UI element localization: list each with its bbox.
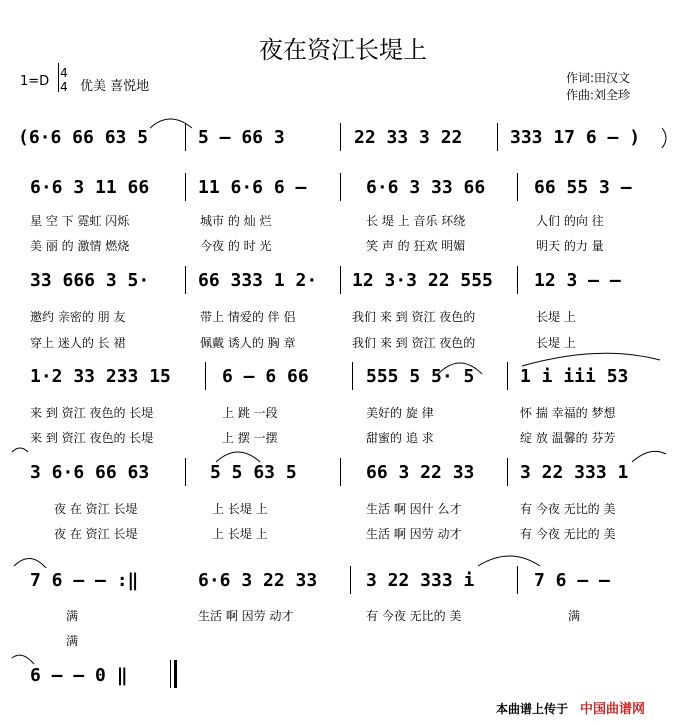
measure: 12 3 – – — [534, 270, 621, 291]
measure: 3 22 333 i — [366, 570, 475, 591]
lyricist: 作词:田汉文 — [566, 71, 631, 85]
slur — [522, 353, 660, 366]
slur — [14, 558, 46, 568]
lyric: 今夜 的 时 光 — [200, 239, 272, 253]
measure: (6·6 66 63 5 — [18, 127, 149, 148]
measure: 1 i iii 53 — [520, 366, 629, 387]
composer: 作曲:刘全珍 — [566, 88, 631, 102]
measure: 6·6 3 33 66 — [366, 177, 486, 198]
lyric: 明天 的力 量 — [536, 239, 604, 253]
measure: 12 3·3 22 555 — [352, 270, 493, 291]
final-bar-thin — [170, 660, 171, 688]
lyric: 我们 来 到 资江 夜色的 — [352, 336, 476, 350]
time-signature-top: 4 — [60, 66, 68, 80]
time-signature-bottom: 4 — [60, 80, 68, 94]
lyric: 满 — [66, 609, 79, 623]
measure: 3 22 333 1 — [520, 462, 629, 483]
measure: 6 – 6 66 — [222, 366, 309, 387]
lyric: 邀约 亲密的 朋 友 — [30, 310, 126, 324]
measure: 333 17 6 – ) — [510, 127, 641, 148]
measure: 33 666 3 5· — [30, 270, 150, 291]
lyric: 长 堤 上 音乐 环绕 — [366, 214, 466, 228]
site-logo[interactable]: 中国曲谱网 — [580, 702, 646, 717]
measure: 6·6 3 22 33 — [198, 570, 318, 591]
measure: 66 333 1 2· — [198, 270, 318, 291]
measure: 1·2 33 233 15 — [30, 366, 171, 387]
final-bar-thick — [174, 660, 177, 688]
lyric: 生活 啊 因劳 动才 — [366, 527, 462, 541]
lyric: 长堤 上 — [536, 336, 576, 350]
measure: 5 5 63 5 — [210, 462, 297, 483]
lyric: 有 今夜 无比的 美 — [366, 609, 462, 623]
lyric: 笑 声 的 狂欢 明媚 — [366, 239, 466, 253]
lyric: 生活 啊 因什 么才 — [366, 502, 462, 516]
measure: 6·6 3 11 66 — [30, 177, 150, 198]
lyric: 夜 在 资江 长堤 — [54, 502, 138, 516]
lyric: 上 摆 一摆 — [222, 431, 278, 445]
lyric: 生活 啊 因劳 动才 — [198, 609, 294, 623]
upload-note: 本曲谱上传于 — [496, 702, 569, 716]
lyric: 美好的 旋 律 — [366, 406, 434, 420]
slur — [438, 363, 482, 374]
slur — [478, 556, 540, 566]
measure: 7 6 – – :‖ — [30, 570, 139, 591]
tempo-marking: 优美 喜悦地 — [80, 79, 150, 94]
lyric: 上 长堤 上 — [212, 502, 268, 516]
paren — [662, 128, 666, 148]
measure: 11 6·6 6 – — [198, 177, 307, 198]
slur — [12, 655, 34, 664]
measure: 6 – – 0 ‖ — [30, 665, 128, 686]
measure: 66 55 3 – — [534, 177, 632, 198]
lyric: 人们 的向 往 — [536, 214, 604, 228]
lyric: 城市 的 灿 烂 — [200, 214, 272, 228]
lyric: 满 — [568, 609, 581, 623]
lyric: 长堤 上 — [536, 310, 576, 324]
song-title: 夜在资江长堤上 — [259, 36, 427, 64]
lyric: 穿上 迷人的 长 裙 — [30, 336, 126, 350]
lyric: 佩戴 诱人的 胸 章 — [200, 336, 296, 350]
lyric: 有 今夜 无比的 美 — [520, 527, 616, 541]
slur — [632, 451, 666, 462]
lyric: 怀 揣 幸福的 梦想 — [520, 406, 616, 420]
lyric: 来 到 资江 夜色的 长堤 — [30, 406, 154, 420]
lyric: 上 长堤 上 — [212, 527, 268, 541]
key-signature: 1=D — [20, 74, 50, 89]
measure: 22 33 3 22 — [354, 127, 463, 148]
lyric: 星 空 下 霓虹 闪烁 — [30, 214, 130, 228]
lyric: 夜 在 资江 长堤 — [54, 527, 138, 541]
lyric: 上 跳 一段 — [222, 406, 278, 420]
lyric: 满 — [66, 634, 79, 648]
slur — [150, 119, 192, 128]
measure: 66 3 22 33 — [366, 462, 475, 483]
measure: 3 6·6 66 63 — [30, 462, 150, 483]
measure: 7 6 – – — [534, 570, 610, 591]
lyric: 绽 放 温馨的 芬芳 — [520, 431, 616, 445]
lyric: 甜蜜的 追 求 — [366, 431, 434, 445]
slur — [216, 452, 260, 462]
measure: 555 5 5· 5 — [366, 366, 475, 387]
measure: 5 – 66 3 — [198, 127, 285, 148]
lyric: 我们 来 到 资江 夜色的 — [352, 310, 476, 324]
lyric: 有 今夜 无比的 美 — [520, 502, 616, 516]
lyric: 来 到 资江 夜色的 长堤 — [30, 431, 154, 445]
lyric: 美 丽 的 激情 燃烧 — [30, 239, 130, 253]
slur — [12, 448, 28, 452]
lyric: 带上 情爱的 伴 侣 — [200, 310, 296, 324]
